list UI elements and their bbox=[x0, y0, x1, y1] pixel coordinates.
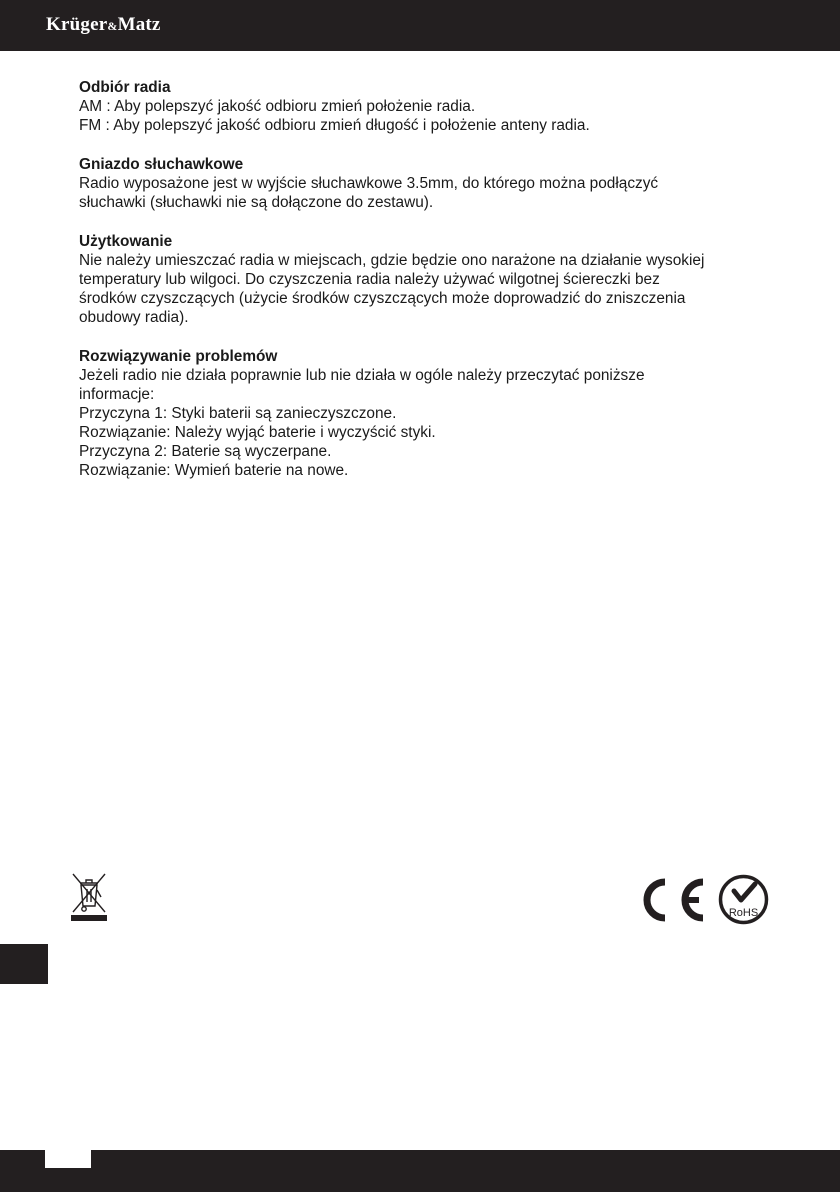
section-line: Jeżeli radio nie działa poprawnie lub nie działa w ogóle należy przeczytać poniższe bbox=[79, 367, 645, 384]
section-heading: Gniazdo słuchawkowe bbox=[79, 156, 244, 173]
section-line: Przyczyna 2: Baterie są wyczerpane. bbox=[79, 443, 332, 460]
section-headphone-jack bbox=[79, 155, 779, 212]
section-heading: Użytkowanie bbox=[79, 233, 173, 250]
section-line: obudowy radia). bbox=[79, 309, 189, 326]
section-line: Nie należy umieszczać radia w miejscach, gdzie będzie ono narażone na działanie wysokiej bbox=[79, 252, 705, 269]
ce-mark-icon bbox=[637, 876, 711, 924]
section-heading: Odbiór radia bbox=[79, 79, 171, 96]
brand-logo-part: Krüger bbox=[46, 14, 108, 35]
brand-logo bbox=[46, 14, 161, 36]
section-reception bbox=[79, 78, 779, 135]
header-bar bbox=[0, 0, 840, 51]
brand-logo-part: Matz bbox=[117, 14, 161, 35]
manual-content bbox=[79, 78, 779, 500]
crossed-out-wheelie-bin-icon bbox=[68, 870, 110, 924]
section-line: Rozwiązanie: Wymień baterie na nowe. bbox=[79, 462, 349, 479]
section-line: AM : Aby polepszyć jakość odbioru zmień położenie radia. bbox=[79, 98, 476, 115]
section-troubleshooting bbox=[79, 347, 779, 480]
brand-logo-amp: & bbox=[107, 19, 118, 33]
section-line: środków czyszczących (użycie środków czyszczących może doprowadzić do zniszczenia bbox=[79, 290, 686, 307]
section-line: Radio wyposażone jest w wyjście słuchawkowe 3.5mm, do którego można podłączyć bbox=[79, 175, 659, 192]
section-line: temperatury lub wilgoci. Do czyszczenia radia należy używać wilgotnej ściereczki bez bbox=[79, 271, 660, 288]
section-line: informacje: bbox=[79, 386, 155, 403]
section-line: Rozwiązanie: Należy wyjąć baterie i wyczyścić styki. bbox=[79, 424, 436, 441]
side-language-tab bbox=[0, 944, 48, 984]
page-number-tab bbox=[45, 1150, 91, 1168]
section-line: słuchawki (słuchawki nie są dołączone do zestawu). bbox=[79, 194, 434, 211]
section-line: FM : Aby polepszyć jakość odbioru zmień długość i położenie anteny radia. bbox=[79, 117, 590, 134]
section-line: Przyczyna 1: Styki baterii są zanieczyszczone. bbox=[79, 405, 397, 422]
section-usage bbox=[79, 232, 779, 327]
footer-bar bbox=[0, 1150, 840, 1192]
section-heading: Rozwiązywanie problemów bbox=[79, 348, 278, 365]
rohs-label: RoHS bbox=[728, 907, 759, 919]
rohs-check-icon bbox=[718, 874, 769, 925]
